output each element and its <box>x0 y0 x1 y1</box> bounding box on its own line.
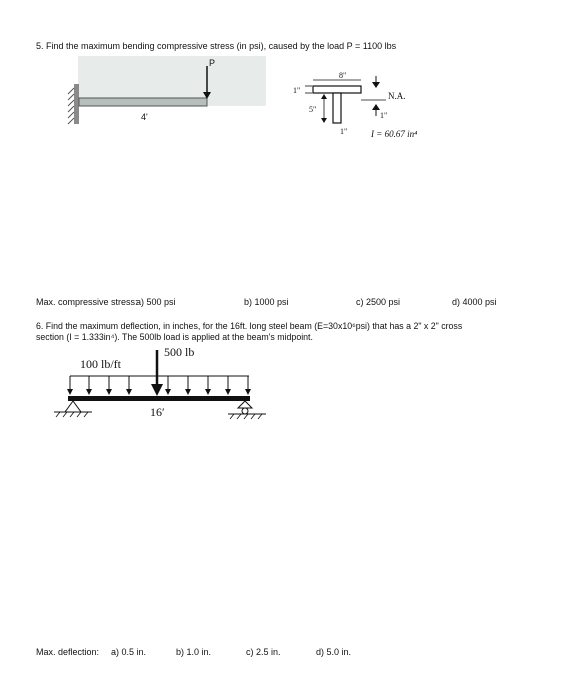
q6-option-a[interactable]: a) 0.5 in. <box>111 647 147 657</box>
point-load-arrowhead <box>151 384 163 396</box>
q6-option-d[interactable]: d) 5.0 in. <box>316 647 352 657</box>
q5-option-d[interactable]: d) 4000 psi <box>452 297 497 307</box>
pin-support <box>65 401 81 412</box>
span-label: 16′ <box>150 405 165 419</box>
q5-option-b[interactable]: b) 1000 psi <box>244 297 289 307</box>
roller-support <box>238 401 252 408</box>
q5-question: 5. Find the maximum bending compressive stress (in psi), caused by the load P = 1100 lbs <box>36 41 397 51</box>
q6-answer-prompt: Max. deflection: <box>36 647 100 657</box>
inertia-label: I = 60.67 in⁴ <box>371 129 418 139</box>
load-label-p: P <box>209 58 216 68</box>
point-load-label: 500 lb <box>164 345 195 359</box>
q6-question-line2: section (I = 1.333in⁴). The 500lb load is applied at the beam's midpoint. <box>36 332 313 342</box>
na-distance-label: 1" <box>380 111 388 120</box>
beam <box>68 396 250 401</box>
na-label: N.A. <box>388 91 406 101</box>
q5-option-a[interactable]: a) 500 psi <box>136 297 176 307</box>
q6-option-c[interactable]: c) 2.5 in. <box>246 647 281 657</box>
web-height-label: 5" <box>309 105 317 114</box>
flange-thickness-label: 1" <box>293 86 301 95</box>
q5-answer-prompt: Max. compressive stress: <box>36 297 138 307</box>
q5-option-c[interactable]: c) 2500 psi <box>356 297 401 307</box>
q6-option-b[interactable]: b) 1.0 in. <box>176 647 212 657</box>
flange-width-label: 8" <box>339 71 347 80</box>
web-thickness-label: 1" <box>340 127 348 136</box>
length-label: 4' <box>141 112 148 122</box>
q6-question-line1: 6. Find the maximum deflection, in inches, for the 16ft. long steel beam (E=30x10⁶psi) that has a 2" x 2" cross <box>36 321 463 331</box>
distributed-load-label: 100 lb/ft <box>80 357 121 371</box>
roller-wheel <box>242 408 248 414</box>
